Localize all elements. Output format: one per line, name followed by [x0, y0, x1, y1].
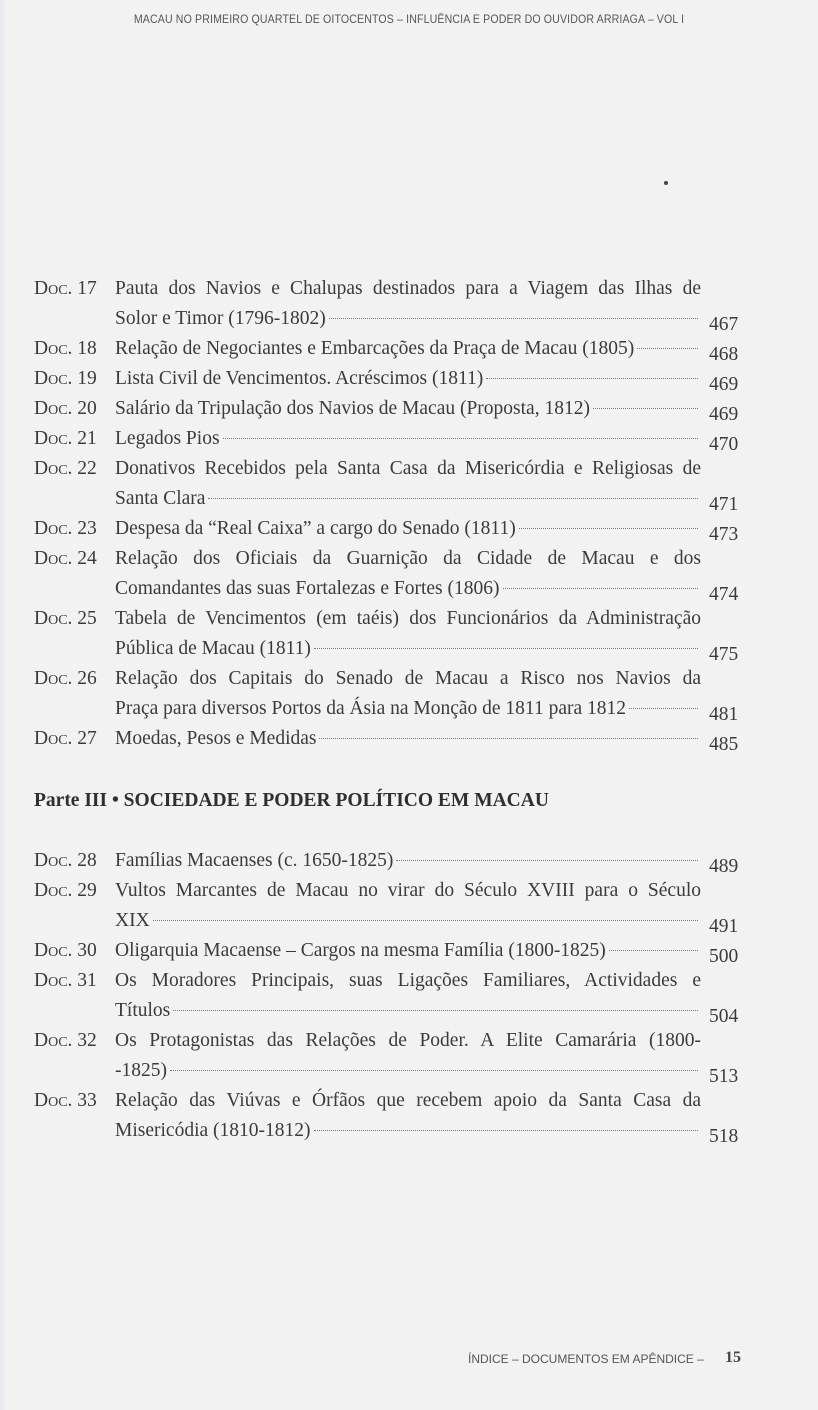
entry-title: Relação dos Capitais do Senado de Macau a Risco nos Navios da	[115, 668, 701, 689]
entry-title-line	[115, 996, 701, 1026]
entry-title: Os Moradores Principais, suas Ligações Familiares, Actividades e	[115, 970, 701, 991]
part-heading: Parte III • SOCIEDADE E PODER POLÍTICO EM MACAU	[34, 790, 549, 811]
doc-number: Doc. 19	[34, 368, 97, 389]
entry-title: Salário da Tripulação dos Navios de Macau (Proposta, 1812)	[115, 398, 590, 419]
dot-leader	[486, 378, 698, 379]
page-reference: 470	[709, 434, 739, 455]
entry-title: Os Protagonistas das Relações de Poder. A Elite Camarária (1800-	[115, 1030, 701, 1051]
doc-number: Doc. 22	[34, 458, 97, 479]
page-reference: 467	[709, 314, 739, 335]
page-reference: 469	[709, 374, 739, 395]
running-header: MACAU NO PRIMEIRO QUARTEL DE OITOCENTOS – INFLUÊNCIA E PODER DO OUVIDOR ARRIAGA – VOL I	[133, 14, 685, 26]
entry-title: Santa Clara	[115, 488, 206, 509]
running-footer: ÍNDICE – DOCUMENTOS EM APÊNDICE –	[468, 1352, 704, 1366]
page-reference: 504	[709, 1006, 739, 1027]
entry-title-line	[115, 334, 701, 364]
doc-number: Doc. 25	[34, 608, 97, 629]
entry-title: Pauta dos Navios e Chalupas destinados para a Viagem das Ilhas de	[115, 278, 701, 299]
dot-leader	[593, 408, 698, 409]
page-reference: 500	[709, 946, 739, 967]
entry-title-line	[115, 364, 701, 394]
dot-leader	[503, 588, 699, 589]
entry-title-line	[115, 394, 701, 424]
entry-title: Títulos	[115, 1000, 171, 1021]
dot-leader	[319, 738, 698, 739]
page-edge-shadow	[0, 0, 6, 1410]
dot-leader	[153, 920, 698, 921]
dot-leader	[609, 950, 698, 951]
page-reference: 489	[709, 856, 739, 877]
entry-title: -1825)	[115, 1060, 167, 1081]
entry-title: XIX	[115, 910, 150, 931]
dot-leader	[329, 318, 698, 319]
doc-number: Doc. 31	[34, 970, 97, 991]
entry-title: Donativos Recebidos pela Santa Casa da Misericórdia e Religiosas de	[115, 458, 701, 479]
page-reference: 481	[709, 704, 739, 725]
page-reference: 474	[709, 584, 739, 605]
entry-title-line	[115, 304, 701, 334]
entry-title: Relação de Negociantes e Embarcações da Praça de Macau (1805)	[115, 338, 635, 359]
dot-leader	[223, 438, 698, 439]
page-reference: 513	[709, 1066, 739, 1087]
dot-leader	[629, 708, 698, 709]
entry-title: Relação dos Oficiais da Guarnição da Cidade de Macau e dos	[115, 548, 701, 569]
entry-title: Tabela de Vencimentos (em taéis) dos Funcionários da Administração	[115, 608, 701, 629]
dot-leader	[314, 1130, 699, 1131]
entry-title: Relação das Viúvas e Órfãos que recebem apoio da Santa Casa da	[115, 1090, 701, 1111]
doc-number: Doc. 32	[34, 1030, 97, 1051]
entry-title: Legados Pios	[115, 428, 220, 449]
page-reference: 491	[709, 916, 739, 937]
entry-title-line	[115, 484, 701, 514]
doc-number: Doc. 30	[34, 940, 97, 961]
entry-title: Vultos Marcantes de Macau no virar do Século XVIII para o Século	[115, 880, 701, 901]
doc-number: Doc. 26	[34, 668, 97, 689]
entry-title: Moedas, Pesos e Medidas	[115, 728, 317, 749]
entry-title: Misericódia (1810-1812)	[115, 1120, 311, 1141]
entry-title-line	[115, 906, 701, 936]
doc-number: Doc. 27	[34, 728, 97, 749]
doc-number: Doc. 24	[34, 548, 97, 569]
entry-title: Famílias Macaenses (c. 1650-1825)	[115, 850, 394, 871]
entry-title-line	[115, 424, 701, 454]
entry-title: Solor e Timor (1796-1802)	[115, 308, 326, 329]
entry-title-line	[115, 694, 701, 724]
entry-title: Lista Civil de Vencimentos. Acréscimos (1811)	[115, 368, 484, 389]
page-reference: 473	[709, 524, 739, 545]
entry-title: Despesa da “Real Caixa” a cargo do Senado (1811)	[115, 518, 516, 539]
entry-title-line	[115, 846, 701, 876]
page-reference: 471	[709, 494, 739, 515]
doc-number: Doc. 29	[34, 880, 97, 901]
dot-leader	[519, 528, 698, 529]
doc-number: Doc. 18	[34, 338, 97, 359]
doc-number: Doc. 21	[34, 428, 97, 449]
doc-number: Doc. 17	[34, 278, 97, 299]
entry-title-line	[115, 514, 701, 544]
entry-title: Comandantes das suas Fortalezas e Fortes (1806)	[115, 578, 500, 599]
entry-title: Oligarquia Macaense – Cargos na mesma Família (1800-1825)	[115, 940, 606, 961]
entry-title-line	[115, 724, 701, 754]
doc-number: Doc. 20	[34, 398, 97, 419]
page-reference: 468	[709, 344, 739, 365]
dot-leader	[173, 1010, 698, 1011]
page-reference: 475	[709, 644, 739, 665]
page-number: 15	[725, 1349, 741, 1366]
doc-number: Doc. 33	[34, 1090, 97, 1111]
entry-title: Praça para diversos Portos da Ásia na Monção de 1811 para 1812	[115, 698, 627, 719]
entry-title-line	[115, 1116, 701, 1146]
entry-title-line	[115, 634, 701, 664]
page-reference: 485	[709, 734, 739, 755]
entry-title-line	[115, 574, 701, 604]
doc-number: Doc. 23	[34, 518, 97, 539]
dot-leader	[637, 348, 698, 349]
entry-title-line	[115, 1056, 701, 1086]
dot-leader	[170, 1070, 698, 1071]
dot-leader	[314, 648, 698, 649]
ink-speck	[664, 181, 668, 185]
dot-leader	[208, 498, 698, 499]
doc-number: Doc. 28	[34, 850, 97, 871]
page-reference: 518	[709, 1126, 739, 1147]
dot-leader	[396, 860, 698, 861]
entry-title: Pública de Macau (1811)	[115, 638, 311, 659]
entry-title-line	[115, 936, 701, 966]
page-reference: 469	[709, 404, 739, 425]
